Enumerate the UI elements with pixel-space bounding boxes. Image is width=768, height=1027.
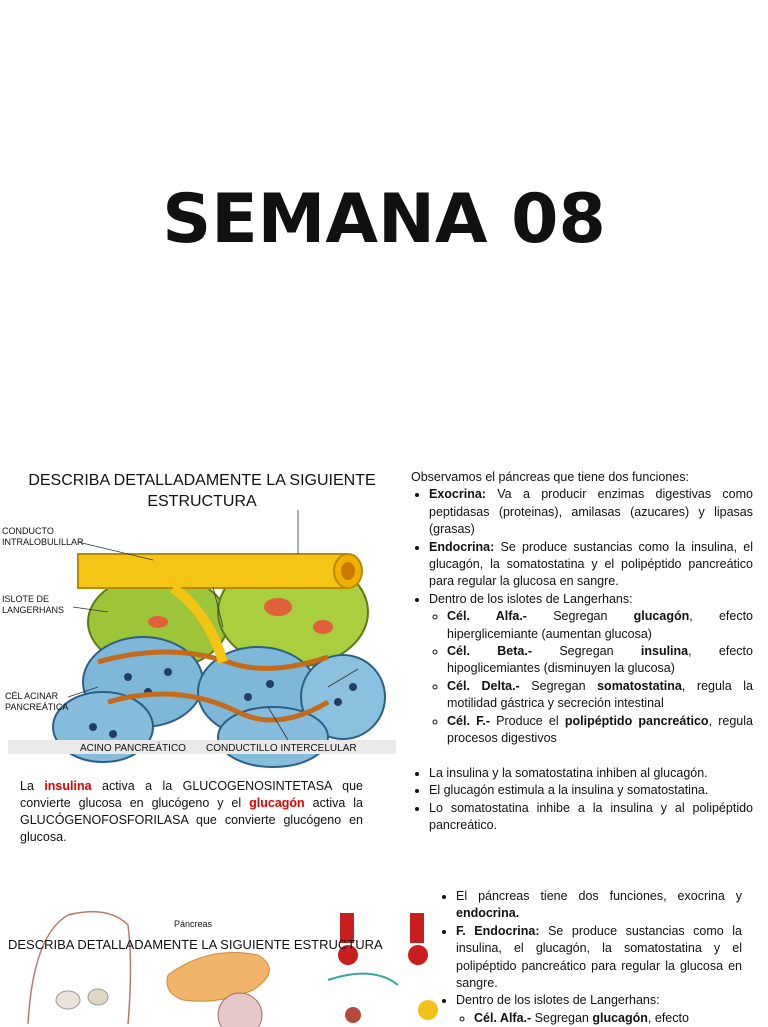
cell-types-list — [429, 608, 753, 747]
summary-alfa-bold2: glucagón — [592, 1010, 648, 1025]
summary-alfa-bold: Cél. Alfa.- — [474, 1010, 532, 1025]
label-conducto-line1: CONDUCTO — [2, 526, 54, 536]
para1-text3: activa la GLUCÓGENOFOSFORILASA que convierte glucógeno en glucosa. — [20, 796, 363, 844]
alfa-bold2: glucagón — [633, 609, 690, 624]
summary-alfa-text1: Segregan — [531, 1010, 593, 1025]
exocrina-item — [429, 486, 753, 538]
slide-title: SEMANA 08 — [162, 180, 606, 259]
delta-bold2: somatostatina — [597, 678, 682, 693]
hormone-interactions-block — [411, 765, 753, 835]
pancreas-regulation-illustration — [8, 905, 428, 1024]
alfa-bold: Cél. Alfa.- — [447, 609, 527, 624]
interactions-list — [411, 765, 753, 835]
cel-delta-item — [447, 678, 753, 713]
summary-list — [438, 888, 742, 1027]
summary-alfa-text2: , efecto — [647, 1010, 689, 1025]
label-islote-line1: ISLOTE DE — [2, 594, 50, 604]
pancreas-summary-block — [438, 888, 742, 1027]
functions-intro: Observamos el páncreas que tiene dos funciones: — [411, 470, 689, 484]
summary2-bold: F. Endocrina: — [456, 923, 540, 938]
summary-item-3 — [456, 992, 742, 1027]
alfa-text2: , efecto hiperglicemiante (aumentan glucosa) — [447, 609, 754, 641]
label-acinar-line1: CÉL ACINAR — [5, 691, 59, 701]
summary-cell-list — [456, 1010, 742, 1027]
label-acino: ACINO PANCREÁTICO — [80, 743, 186, 754]
beta-bold: Cél. Beta.- — [447, 644, 532, 659]
label-acinar — [5, 691, 68, 713]
figure1-title-line2: ESTRUCTURA — [147, 493, 257, 510]
beta-text2: , efecto hipoglicemiantes (disminuyen la glucosa) — [447, 644, 753, 676]
endocrina-text: Se produce sustancias como la insulina, el glucagón, la somatostatina y el polipéptido pancreático para regular la glucosa en sangre. — [429, 539, 753, 589]
summary-item-1 — [456, 888, 742, 923]
para1-text2: activa a la GLUCOGENOSINTETASA que convierte glucosa en glucógeno y el — [20, 779, 363, 810]
summary-item-2 — [456, 923, 742, 993]
beta-text1: Segregan — [532, 644, 641, 659]
delta-text1: Segregan — [519, 678, 598, 693]
label-acinar-line2: PANCREÁTICA — [5, 702, 69, 712]
label-conducto-line2: INTRALOBULILLAR — [2, 537, 84, 547]
label-conductillo: CONDUCTILLO INTERCELULAR — [206, 743, 357, 754]
interaction-item-2: • El glucagón estimula a la insulina y somatostatina. — [429, 782, 753, 799]
para1-insulina: insulina — [44, 779, 92, 793]
label-islote — [2, 594, 64, 616]
figure2-title: DESCRIBA DETALLADAMENTE LA SIGUIENTE ESTRUCTURA — [8, 937, 383, 952]
endocrina-item — [429, 539, 753, 591]
exocrina-text: Va a producir enzimas digestivas como peptidasas (proteinas), amilasas (azucares) y lipasas (grasas) — [429, 487, 753, 537]
pancreas-regulation-figure — [8, 905, 428, 1024]
insulin-glucagon-paragraph — [20, 778, 363, 846]
islotes-text: Dentro de los islotes de Langerhans: — [429, 591, 633, 606]
functions-list — [411, 486, 753, 747]
f-text2: , regula procesos digestivos — [447, 713, 753, 746]
f-bold: Cél. F.- — [447, 713, 490, 728]
pancreas-acinus-figure — [2, 462, 396, 754]
interaction-item-3: • Lo somatostatina inhibe a la insulina y al polipéptido pancreático. — [429, 800, 753, 835]
para1-glucagon: glucagón — [249, 796, 305, 810]
beta-bold2: insulina — [640, 644, 689, 659]
pancreas-functions-block — [411, 469, 753, 748]
islotes-item — [429, 591, 753, 748]
exocrina-bold: Exocrina: — [429, 487, 486, 502]
pancreas-label: Páncreas — [174, 919, 213, 929]
cel-alfa-item — [447, 608, 753, 643]
delta-bold: Cél. Delta.- — [447, 678, 520, 693]
summary1-bold: endocrina. — [456, 906, 520, 921]
delta-text2: , regula la motilidad gástrica y secreción intestinal — [447, 678, 753, 711]
endocrina-bold: Endocrina: — [429, 539, 495, 554]
summary3-text: Dentro de los islotes de Langerhans: — [456, 993, 660, 1008]
summary2-text: Se produce sustancias como la insulina, el glucagón, la somatostatina y el polipéptido pancreático para regular la glucosa en sangre. — [456, 923, 742, 991]
para1-text1: La — [20, 779, 45, 793]
figure1-title-line1: DESCRIBA DETALLADAMENTE LA SIGUIENTE — [28, 472, 376, 489]
alfa-text1: Segregan — [526, 609, 634, 624]
label-conducto — [2, 526, 84, 548]
summary1-text: El páncreas tiene dos funciones, exocrina y — [456, 889, 742, 903]
label-islote-line2: LANGERHANS — [2, 605, 65, 615]
cel-beta-item — [447, 643, 753, 678]
summary-alfa-item — [474, 1010, 742, 1027]
f-text1: Produce el — [490, 713, 565, 728]
interaction-item-1: • La insulina y la somatostatina inhiben al glucagón. — [429, 765, 753, 782]
f-bold2: polipéptido pancreático — [564, 713, 709, 728]
cel-f-item — [447, 713, 753, 748]
